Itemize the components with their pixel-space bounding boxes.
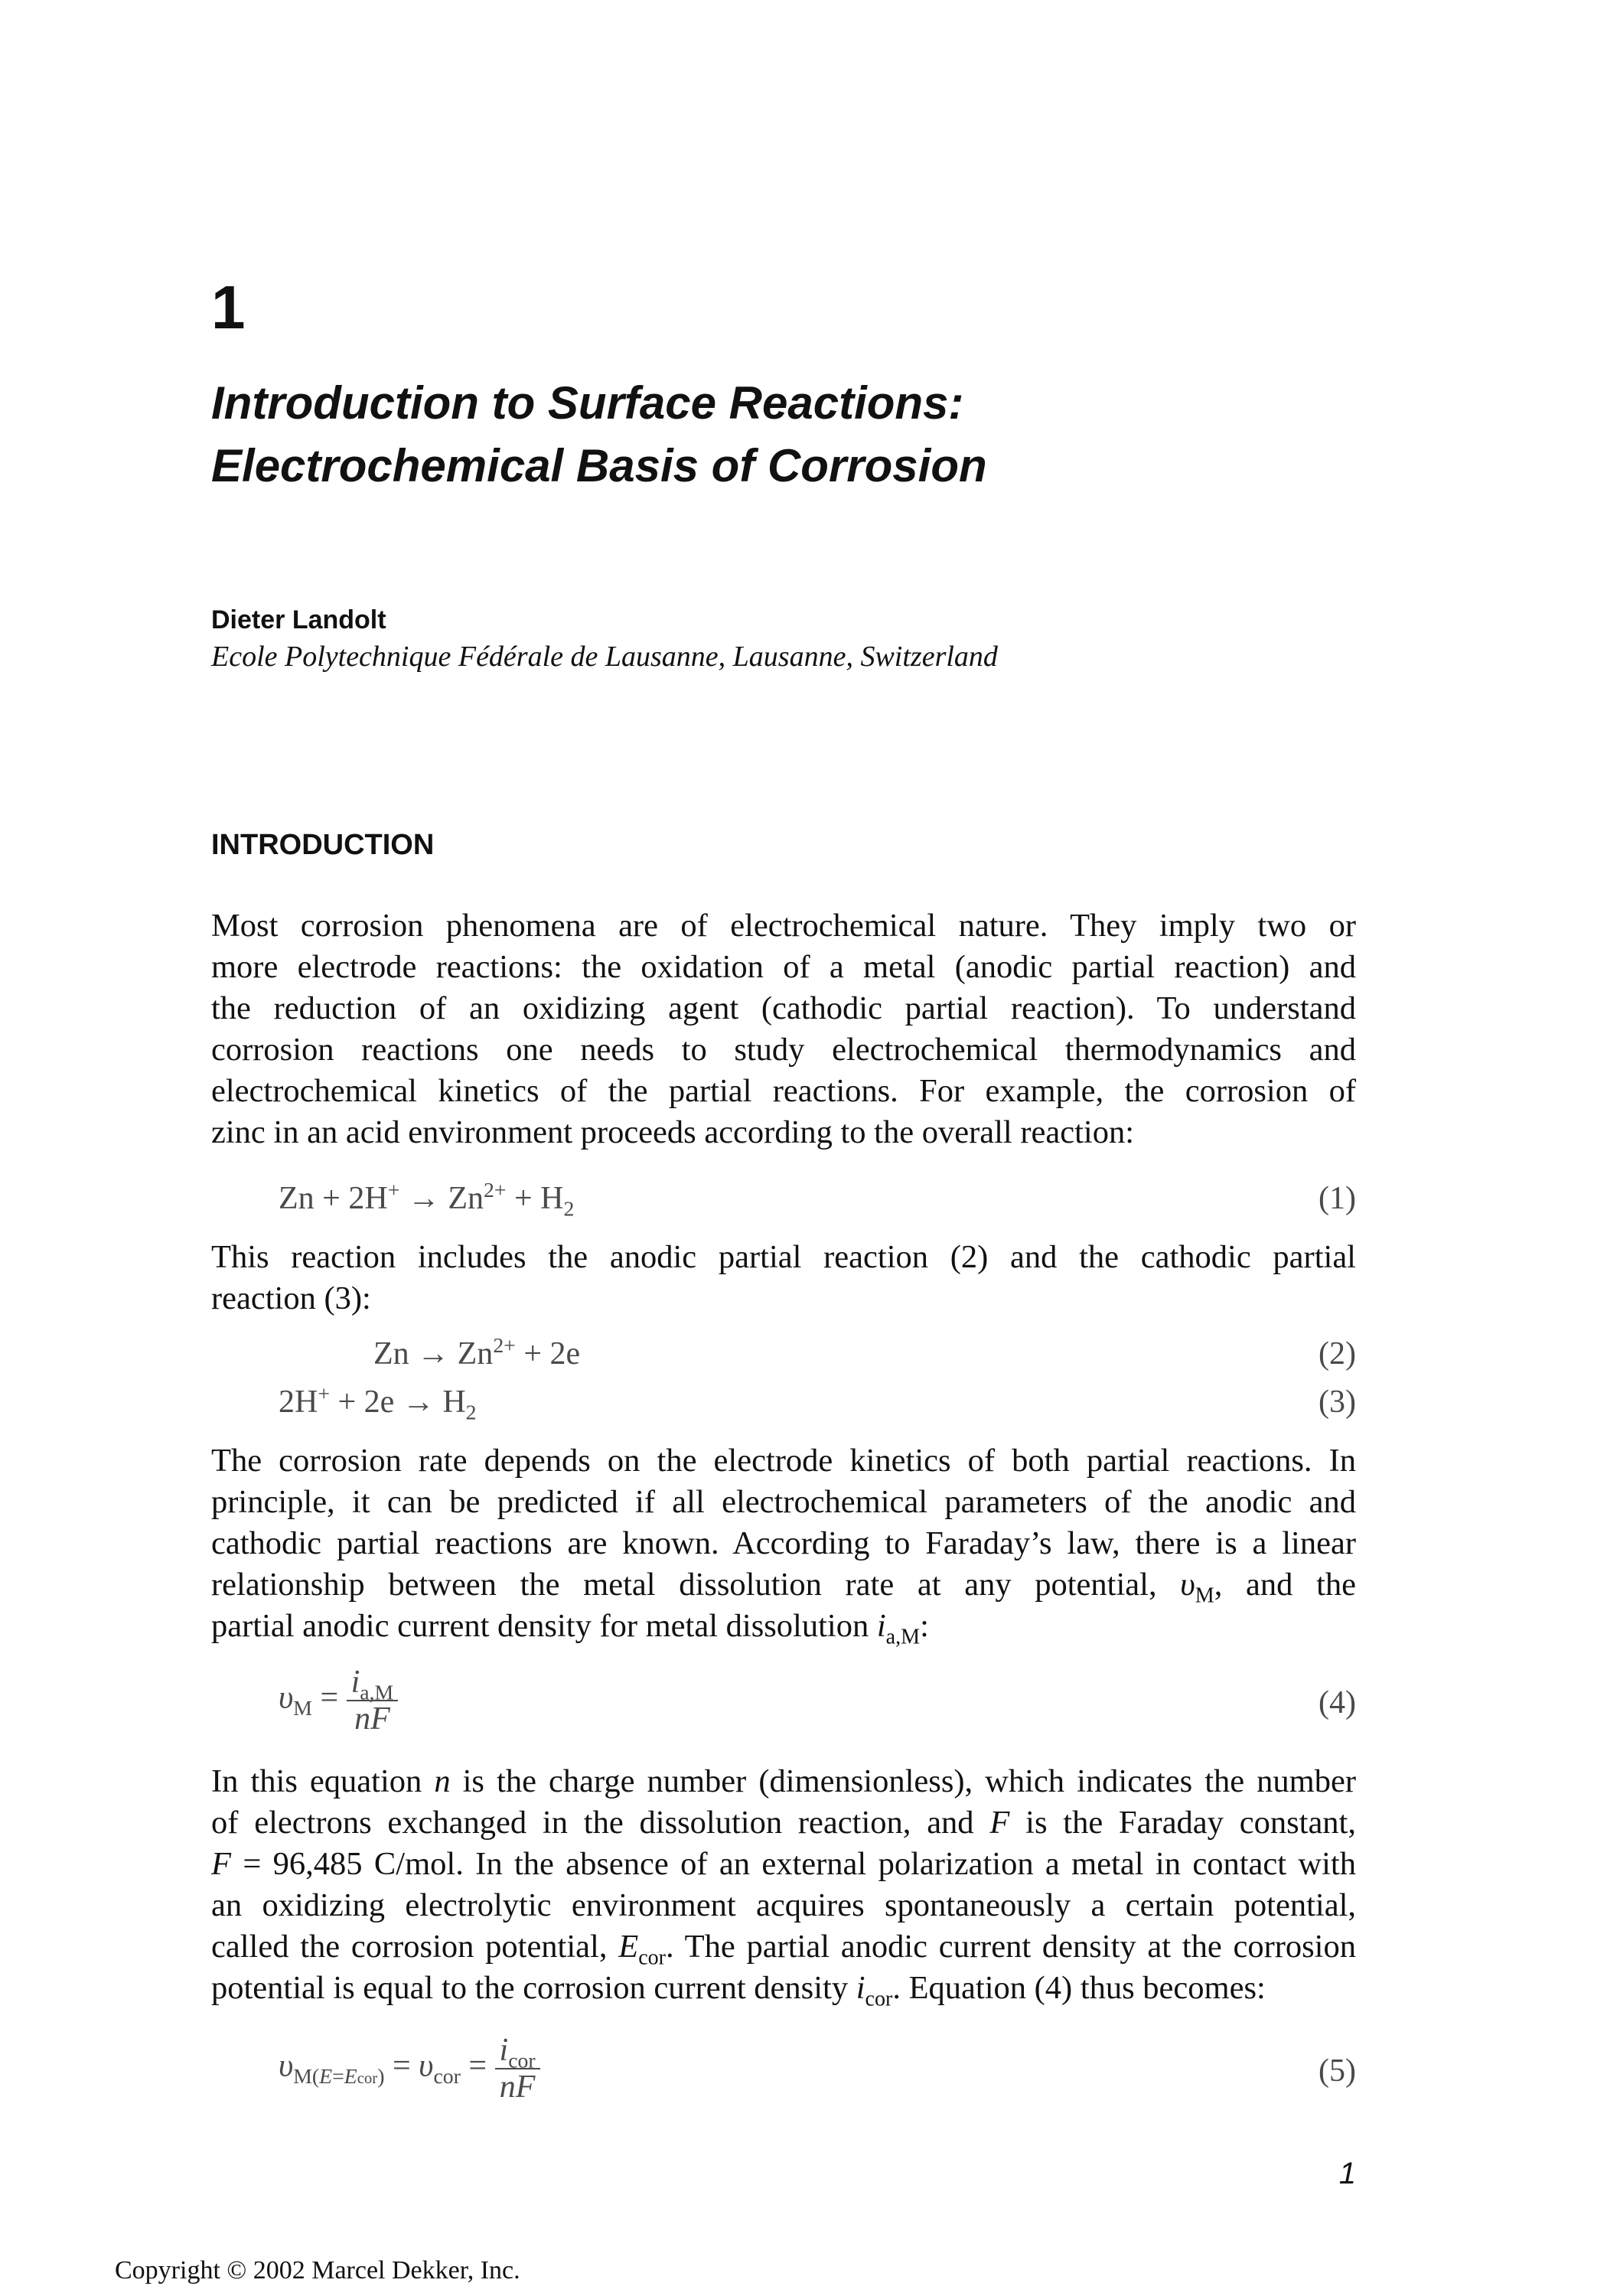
p4-l6sub: cor — [865, 1987, 893, 2011]
p4-l1a: In this equation — [211, 1763, 435, 1799]
paragraph-line — [211, 1564, 1356, 1606]
paragraph-line: This reaction includes the anodic partial reaction (2) and the cathodic partial — [211, 1239, 1356, 1275]
p3-line4-tail: , and the — [1214, 1567, 1356, 1603]
equation-3 — [279, 1381, 477, 1424]
eq2-rhs: + 2e — [515, 1336, 581, 1371]
eq4-numerator — [347, 1665, 399, 1704]
paragraph-line: electrochemical kinetics of the partial reactions. For example, the corrosion of — [211, 1073, 1356, 1109]
p4-l5b: . The partial anodic current density at the corrosion — [666, 1929, 1356, 1965]
p4-l6a: potential is equal to the corrosion current density — [211, 1970, 856, 2006]
eq5-fraction — [495, 2033, 540, 2105]
eq3-lhs: 2H — [279, 1384, 318, 1420]
eq5-num-sub: cor — [508, 2048, 536, 2073]
eq5-sub-b: ) — [377, 2064, 385, 2089]
eq2-sup: 2+ — [493, 1333, 516, 1357]
p4-l6b: . Equation (4) thus becomes: — [892, 1970, 1266, 2006]
eq1-sub: 2 — [563, 1196, 575, 1221]
p4-l6i: i — [856, 1970, 865, 2006]
chapter-title — [211, 372, 1436, 497]
eq1-mid: → Zn — [399, 1181, 484, 1216]
eq5-sub-cor: cor — [357, 2069, 378, 2088]
eq5-equals-2: = — [460, 2048, 495, 2084]
paragraph-line — [211, 1606, 1356, 1647]
paragraph-line: an oxidizing electrolytic environment acquires spontaneously a certain potential, — [211, 1887, 1356, 1923]
p4-l1b: is the charge number (dimensionless), which indicates the number — [450, 1763, 1356, 1799]
eq4-lhs-symbol: υ — [279, 1680, 294, 1716]
equation-5 — [279, 2033, 540, 2105]
eq5-equals-1: = — [384, 2048, 419, 2084]
paragraph-line: The corrosion rate depends on the electrode kinetics of both partial reactions. In — [211, 1443, 1356, 1479]
eq1-right: + H — [506, 1181, 564, 1216]
paragraph-3 — [211, 1440, 1356, 1647]
eq5-lhs-sub — [293, 2064, 384, 2088]
p4-l5a: called the corrosion potential, — [211, 1929, 619, 1965]
equation-number-1: (1) — [1319, 1181, 1356, 1216]
paragraph-line: cathodic partial reactions are known. According to Faraday’s law, there is a linear — [211, 1525, 1356, 1561]
p4-l2a: of electrons exchanged in the dissolution reaction, and — [211, 1805, 990, 1841]
author-affiliation: Ecole Polytechnique Fédérale de Lausanne, Lausanne, Switzerland — [211, 641, 998, 673]
eq4-fraction — [347, 1665, 399, 1737]
p4-l5E: E — [618, 1929, 639, 1965]
eq3-sub: 2 — [465, 1400, 477, 1424]
chapter-number: 1 — [211, 273, 246, 341]
eq5-numerator — [495, 2033, 540, 2073]
eq5-den-text: nF — [499, 2069, 536, 2105]
p3-line5-symbol: i — [876, 1608, 886, 1644]
eq3-arrow: → H — [394, 1384, 466, 1420]
eq4-equals: = — [311, 1680, 347, 1716]
paragraph-line: Most corrosion phenomena are of electrochemical nature. They imply two or — [211, 908, 1356, 944]
chapter-title-line-2: Electrochemical Basis of Corrosion — [211, 440, 987, 491]
paragraph-1 — [211, 905, 1356, 1153]
eq4-den-text: nF — [354, 1701, 390, 1737]
paragraph-line — [211, 1968, 1356, 2009]
p3-line5-subscript: a,M — [885, 1625, 921, 1649]
eq4-lhs-sub: M — [293, 1696, 312, 1720]
paragraph-line — [211, 1844, 1356, 1885]
paragraph-line: reaction (3): — [211, 1280, 371, 1316]
p4-l3b: = 96,485 C/mol. In the absence of an external polarization a metal in contact with — [230, 1846, 1356, 1882]
p4-l3F: F — [211, 1846, 231, 1882]
equation-number-4: (4) — [1319, 1685, 1356, 1720]
eq1-left: Zn + 2H — [279, 1181, 388, 1216]
p4-l5sub: cor — [638, 1945, 667, 1970]
copyright-notice: Copyright © 2002 Marcel Dekker, Inc. — [115, 2256, 520, 2285]
eq4-num-symbol: i — [350, 1665, 360, 1700]
equation-number-3: (3) — [1319, 1384, 1356, 1420]
eq3-mid: + 2e — [329, 1384, 395, 1420]
equation-4 — [279, 1665, 398, 1737]
paragraph-line: more electrode reactions: the oxidation of a metal (anodic partial reaction) and — [211, 949, 1356, 985]
equation-1 — [279, 1178, 575, 1221]
paragraph-line: the reduction of an oxidizing agent (cathodic partial reaction). To understand — [211, 990, 1356, 1026]
paragraph-4 — [211, 1761, 1356, 2009]
p3-line4-text: relationship between the metal dissolution rate at any potential, — [211, 1567, 1157, 1603]
p3-line5-text: partial anodic current density for metal dissolution — [211, 1608, 877, 1644]
eq5-sub-eq: = — [332, 2064, 344, 2089]
eq5-sub-E: E — [319, 2064, 333, 2089]
p4-l1n: n — [434, 1763, 451, 1799]
section-heading: INTRODUCTION — [211, 829, 435, 861]
eq1-sup1: + — [387, 1178, 400, 1202]
eq3-sup: + — [318, 1381, 330, 1405]
eq4-num-sub: a,M — [360, 1680, 394, 1704]
paragraph-line: principle, it can be predicted if all electrochemical parameters of the anodic and — [211, 1484, 1356, 1520]
eq5-sub-a: M( — [293, 2064, 320, 2089]
eq1-sup2: 2+ — [483, 1178, 507, 1202]
paragraph-line — [211, 1761, 1356, 1802]
eq2-lhs: Zn — [373, 1336, 409, 1371]
eq5-sub-E2: E — [344, 2064, 357, 2089]
paragraph-line — [211, 1802, 1356, 1844]
paragraph-line — [211, 1926, 1356, 1968]
eq2-arrow: → Zn — [409, 1336, 494, 1371]
paragraph-line: corrosion reactions one needs to study electrochemical thermodynamics and — [211, 1032, 1356, 1068]
paragraph-2 — [211, 1237, 1356, 1319]
equation-number-2: (2) — [1319, 1336, 1356, 1371]
p3-line4-symbol: υ — [1180, 1567, 1195, 1603]
equation-2 — [373, 1333, 581, 1371]
p3-line5-tail: : — [920, 1608, 929, 1644]
eq5-mid-symbol: υ — [419, 2048, 434, 2084]
p4-l2F: F — [989, 1805, 1010, 1841]
author-name: Dieter Landolt — [211, 605, 386, 634]
equation-number-5: (5) — [1319, 2053, 1356, 2089]
p3-line4-subscript: M — [1195, 1583, 1214, 1608]
chapter-title-line-1: Introduction to Surface Reactions: — [211, 377, 964, 429]
p4-l2b: is the Faraday constant, — [1009, 1805, 1356, 1841]
eq5-denominator — [495, 2068, 540, 2105]
eq4-denominator — [347, 1700, 399, 1737]
eq5-num-symbol: i — [499, 2033, 509, 2068]
eq5-lhs-symbol: υ — [279, 2048, 294, 2084]
paragraph-line: zinc in an acid environment proceeds according to the overall reaction: — [211, 1114, 1135, 1150]
page-number: 1 — [1338, 2157, 1356, 2190]
eq5-mid-sub: cor — [433, 2064, 461, 2089]
